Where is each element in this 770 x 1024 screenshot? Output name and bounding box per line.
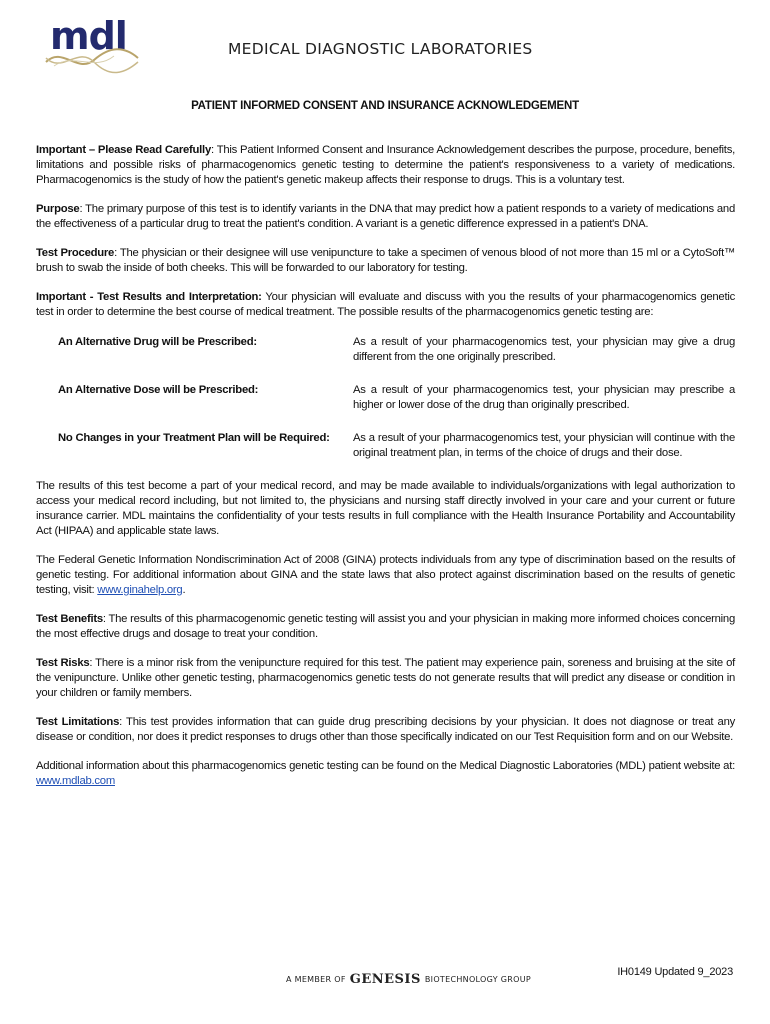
result-item <box>58 383 735 413</box>
form-code: IH0149 Updated 9_2023 <box>617 966 733 978</box>
procedure-paragraph <box>36 246 735 276</box>
result-description: As a result of your pharmacogenomics test, your physician may give a drug different from the one originally prescribed. <box>353 336 735 363</box>
result-label: No Changes in your Treatment Plan will be Required: <box>58 432 330 444</box>
risks-paragraph <box>36 656 735 701</box>
procedure-label: Test Procedure <box>36 247 115 259</box>
additional-info-paragraph <box>36 759 735 789</box>
gina-period: . <box>182 584 186 596</box>
genesis-member-logo <box>286 972 531 987</box>
purpose-paragraph <box>36 202 735 232</box>
document-body <box>36 143 735 803</box>
intro-label: Important – Please Read Carefully <box>36 144 211 156</box>
logo-text: mdl <box>50 14 127 58</box>
mdl-logo <box>44 14 140 76</box>
result-label: An Alternative Dose will be Prescribed: <box>58 384 259 396</box>
additional-text: Additional information about this pharmacogenomics genetic testing can be found on the Medical Diagnostic Laboratories (MDL) patient website at: <box>36 760 735 772</box>
intro-text: : This Patient Informed Consent and Insurance Acknowledgement describes the purpose, procedure, benefits, limitations and possible risks of pharmacogenomics genetic testing to determine the patient's responsiveness to a variety of medications. Pharmacogenomics is the study of how the patient's genetic makeup affects their response to drugs. This is a voluntary test. <box>36 144 735 186</box>
benefits-text: : The results of this pharmacogenomic genetic testing will assist you and your physician in making more informed choices concerning the most effective drugs and dosage to treat your condition. <box>36 613 735 640</box>
procedure-text: : The physician or their designee will use venipuncture to take a specimen of venous blood of not more than 15 ml or a CytoSoft™ brush to swab the inside of both cheeks. This will be forwarded to our laboratory for testing. <box>36 247 736 274</box>
result-description: As a result of your pharmacogenomics test, your physician may prescribe a higher or lower dose of the drug than originally prescribed. <box>353 384 735 411</box>
ginahelp-link[interactable]: www.ginahelp.org <box>97 584 183 596</box>
document-title: PATIENT INFORMED CONSENT AND INSURANCE ACKNOWLEDGEMENT <box>191 100 579 112</box>
limitations-text: : This test provides information that can guide drug prescribing decisions by your physician. It does not diagnose or treat any disease or condition, nor does it predict responses to drugs other than those specifically indicated on our Test Requisition form and on our Website. <box>36 716 735 743</box>
dna-swirl-icon <box>44 44 140 76</box>
results-intro-paragraph <box>36 290 735 320</box>
limitations-label: Test Limitations <box>36 716 120 728</box>
results-intro-label: Important - Test Results and Interpretation: <box>36 291 262 303</box>
mdlab-link[interactable]: www.mdlab.com <box>36 775 115 787</box>
risks-label: Test Risks <box>36 657 90 669</box>
member-suffix: BIOTECHNOLOGY GROUP <box>424 975 531 984</box>
result-label: An Alternative Drug will be Prescribed: <box>58 336 257 348</box>
medical-record-paragraph: The results of this test become a part of your medical record, and may be made available to individuals/organizations with legal authorization to access your medical record including, but not limited to, the physicians and nursing staff directly involved in your care and your current or future insurance carrier. MDL maintains the confidentiality of your tests results in full compliance with the Health Insurance Portability and Accountability Act (HIPAA) and applicable state laws. <box>36 480 735 537</box>
gina-text: The Federal Genetic Information Nondiscrimination Act of 2008 (GINA) protects individuals from any type of discrimination based on the results of genetic testing. For additional information about GINA and the state laws that also protect against discrimination based on the results of genetic testing, visit: <box>36 554 735 596</box>
result-description: As a result of your pharmacogenomics test, your physician will continue with the original treatment plan, in terms of the choice of drugs and their dose. <box>353 432 735 459</box>
purpose-text: : The primary purpose of this test is to identify variants in the DNA that may predict how a patient responds to a variety of medications and the effectiveness of a particular drug to treat the patient's condition. A variant is a genetic difference expressed in a patient's DNA. <box>36 203 735 230</box>
risks-text: : There is a minor risk from the venipuncture required for this test. The patient may experience pain, soreness and bruising at the site of the venipuncture. Unlike other genetic testing, pharmacogenomics genetic tests do not generate results that will predict any disease or condition in your children or family members. <box>36 657 735 699</box>
result-item <box>58 431 735 461</box>
member-prefix: A MEMBER OF <box>286 975 346 984</box>
limitations-paragraph <box>36 715 735 745</box>
org-name: MEDICAL DIAGNOSTIC LABORATORIES <box>228 40 533 58</box>
benefits-paragraph <box>36 612 735 642</box>
result-item <box>58 335 735 365</box>
purpose-label: Purpose <box>36 203 80 215</box>
results-intro-text: Your physician will evaluate and discuss with you the results of your pharmacogenomics genetic test in order to determine the best course of medical treatment. The possible results of the pharmacogenomics genetic testing are: <box>36 291 735 318</box>
results-list <box>58 335 735 461</box>
benefits-label: Test Benefits <box>36 613 103 625</box>
genesis-wordmark: GENESIS <box>349 972 421 987</box>
gina-paragraph <box>36 553 735 598</box>
intro-paragraph <box>36 143 735 188</box>
